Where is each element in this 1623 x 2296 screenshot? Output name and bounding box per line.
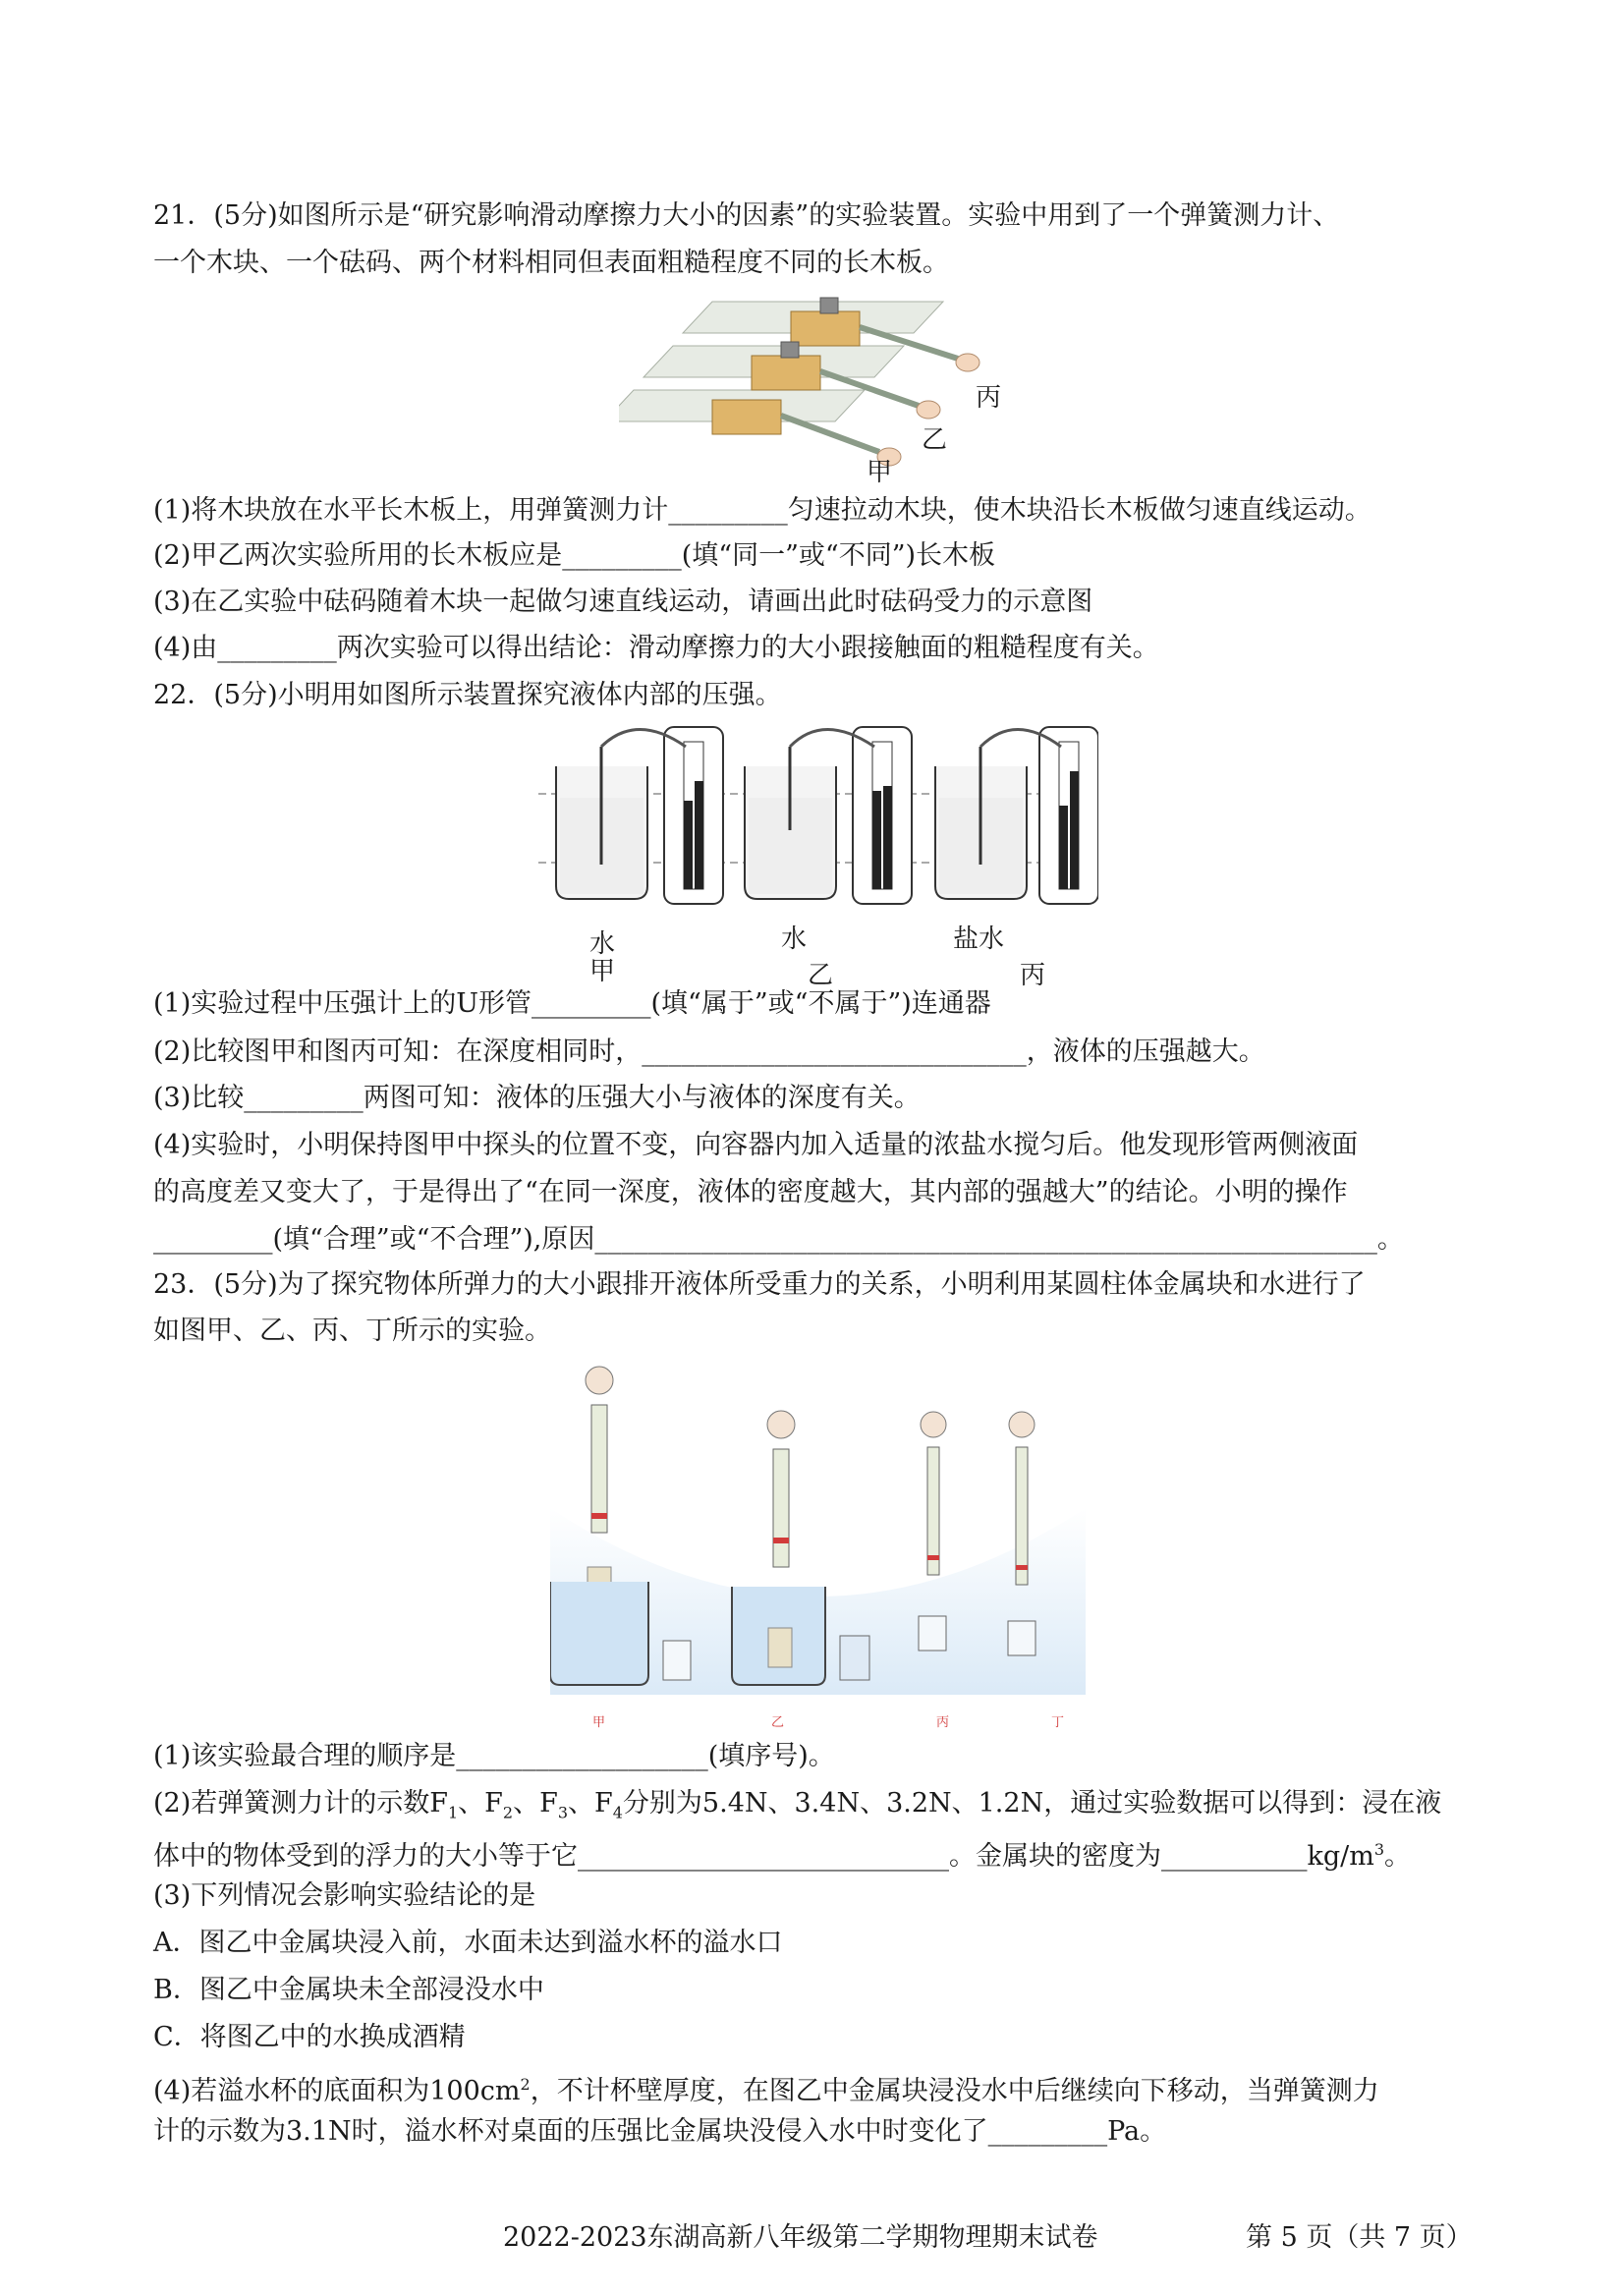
footer-page-number: 第 5 页（共 7 页）: [1246, 2222, 1473, 2253]
fig21-label-bing: 丙: [976, 383, 1002, 413]
q22-part4-line2: 的高度差又变大了，于是得出了“在同一深度，液体的密度越大，其内部的强越大”的结论。小明的操作: [153, 1177, 1348, 1207]
q22-part2: (2)比较图甲和图丙可知：在深度相同时，_____________________________，液体的压强越大。: [153, 1036, 1265, 1067]
q21-stem-line1: 21．(5分)如图所示是“研究影响滑动摩擦力大小的因素”的实验装置。实验中用到了一个弹簧测力计、: [153, 200, 1340, 231]
q21-part4: (4)由_________两次实验可以得出结论：滑动摩擦力的大小跟接触面的粗糙程度有关。: [153, 633, 1159, 663]
friction-diagram-illustration: [619, 290, 1032, 486]
q22-part1: (1)实验过程中压强计上的U形管_________(填“属于”或“不属于”)连通器: [153, 988, 991, 1019]
fig23-label-bing: 丙: [936, 1715, 950, 1730]
fig23-label-yi: 乙: [771, 1715, 785, 1730]
q21-part3: (3)在乙实验中砝码随着木块一起做匀速直线运动，请画出此时砝码受力的示意图: [153, 587, 1093, 617]
q22-part4-line1: (4)实验时，小明保持图甲中探头的位置不变，向容器内加入适量的浓盐水搅匀后。他发现形管两侧液面: [153, 1130, 1359, 1160]
q21-part1: (1)将木块放在水平长木板上，用弹簧测力计_________匀速拉动木块，使木块沿长木板做匀速直线运动。: [153, 495, 1371, 526]
q23-option-a: A．图乙中金属块浸入前，水面未达到溢水杯的溢水口: [153, 1928, 783, 1958]
q23-part4-line2: 计的示数为3.1N时，溢水杯对桌面的压强比金属块没侵入水中时变化了_________Pa。: [153, 2116, 1167, 2147]
fig22-label-yi: 乙: [808, 961, 834, 990]
fig22-liquid-3: 盐水: [953, 924, 1005, 954]
fig23-label-jia: 甲: [592, 1715, 606, 1730]
q23-part1: (1)该实验最合理的顺序是___________________(填序号)。: [153, 1741, 835, 1771]
fig22-label-bing: 丙: [1020, 961, 1046, 990]
q23-part2-line2: 体中的物体受到的浮力的大小等于它____________________________。金属块的密度为$\_\_\_\_\_\_\_\_\_\_\_kg/m^3$。: [153, 1840, 1412, 1872]
friction-experiment-figure: [619, 290, 1032, 486]
q23-part3: (3)下列情况会影响实验结论的是: [153, 1880, 536, 1911]
q23-stem-line1: 23．(5分)为了探究物体所弹力的大小跟排开液体所受重力的关系，小明利用某圆柱体金属块和水进行了: [153, 1269, 1366, 1300]
q22-stem: 22．(5分)小明用如图所示装置探究液体内部的压强。: [153, 680, 782, 710]
fig23-label-ding: 丁: [1051, 1715, 1065, 1730]
liquid-pressure-figure: [538, 717, 1098, 914]
fig21-label-jia: 甲: [867, 458, 893, 487]
fig22-liquid-2: 水: [781, 924, 808, 954]
fig21-label-yi: 乙: [922, 425, 948, 455]
buoyancy-illustration: [550, 1361, 1086, 1695]
q23-part4-line1: (4)若溢水杯的底面积为$100cm^2$，不计杯壁厚度，在图乙中金属块浸没水中后继续向下移动，当弹簧测力: [153, 2075, 1379, 2106]
q23-part2-line1: (2)若弹簧测力计的示数$F_1$、$F_2$、$F_3$、$F_4$分别为5.4N、3.4N、3.2N、1.2N，通过实验数据可以得到：浸在液: [153, 1788, 1442, 1822]
q23-stem-line2: 如图甲、乙、丙、丁所示的实验。: [153, 1316, 551, 1346]
q21-stem-line2: 一个木块、一个砝码、两个材料相同但表面粗糙程度不同的长木板。: [153, 248, 949, 278]
q22-part4-line3: _________(填“合理”或“不合理”),原因___________________________________________________________。: [153, 1224, 1404, 1255]
q22-part3: (3)比较_________两图可知：液体的压强大小与液体的深度有关。: [153, 1083, 921, 1113]
footer-title: 2022-2023东湖高新八年级第二学期物理期末试卷: [503, 2222, 1098, 2253]
q21-part2: (2)甲乙两次实验所用的长木板应是_________(填“同一”或“不同”)长木板: [153, 540, 996, 571]
buoyancy-experiment-figure: [550, 1361, 1086, 1695]
q23-option-b: B．图乙中金属块未全部浸没水中: [153, 1975, 544, 2005]
q23-option-c: C．将图乙中的水换成酒精: [153, 2022, 466, 2052]
pressure-gauge-illustration: [538, 717, 1098, 914]
fig22-label-jia: 甲: [589, 957, 616, 986]
fig22-liquid-1: 水: [589, 929, 616, 959]
